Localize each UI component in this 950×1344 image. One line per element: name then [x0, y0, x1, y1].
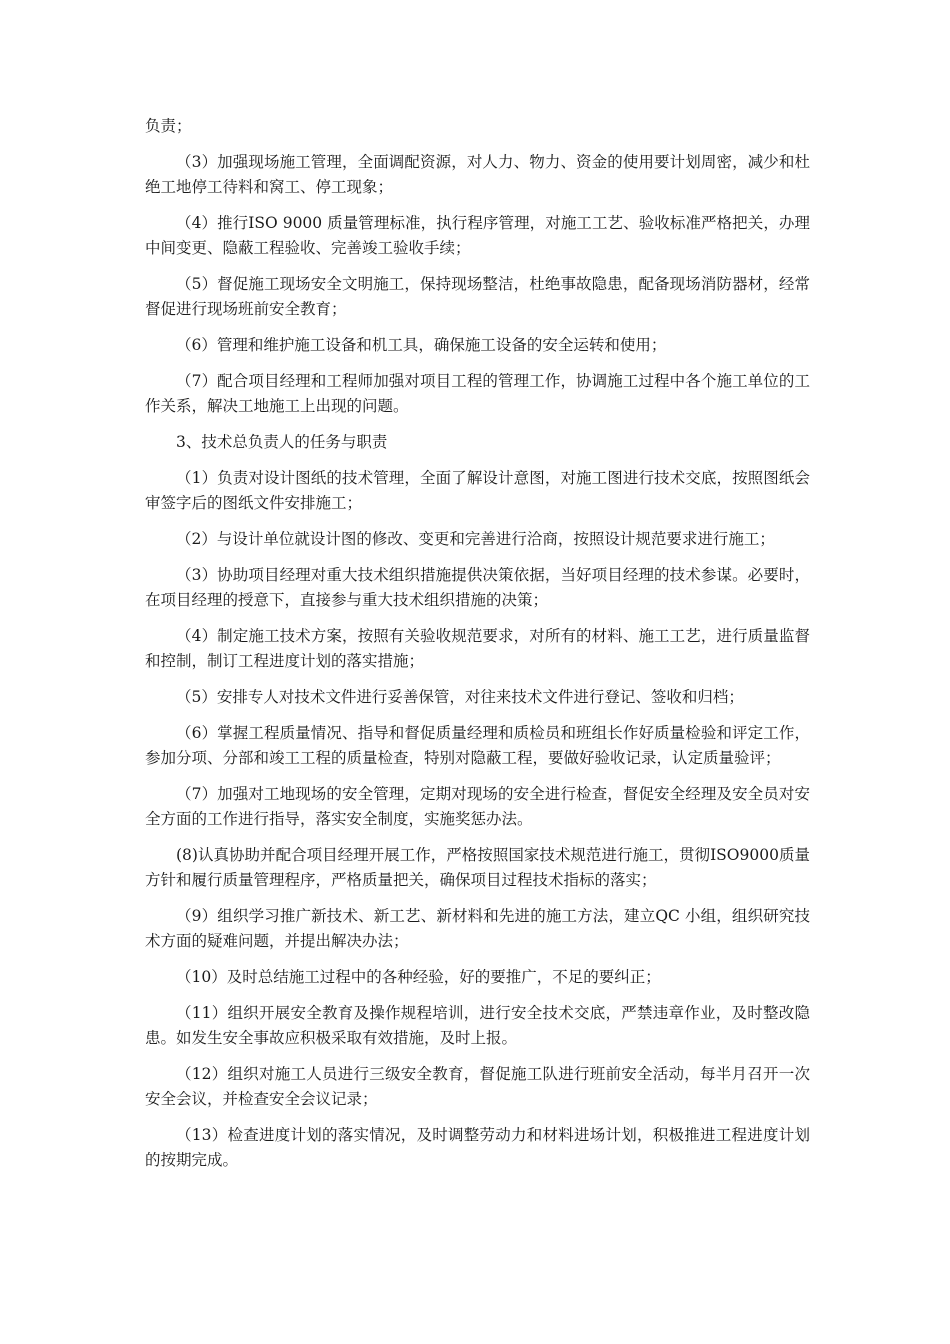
paragraph-b-3: （3）协助项目经理对重大技术组织措施提供决策依据，当好项目经理的技术参谋。必要时，在项目经理的授意下，直接参与重大技术组织措施的决策； — [145, 566, 810, 609]
paragraph-b-12: （12）组织对施工人员进行三级安全教育，督促施工队进行班前安全活动，每半月召开一次安全会议，并检查安全会议记录； — [145, 1065, 810, 1108]
paragraph-b-10: （10）及时总结施工过程中的各种经验，好的要推广，不足的要纠正； — [176, 968, 661, 986]
paragraph-b-4: （4）制定施工技术方案，按照有关验收规范要求，对所有的材料、施工工艺，进行质量监督和控制，制订工程进度计划的落实措施； — [145, 627, 810, 670]
lead-text: 负责； — [145, 117, 192, 135]
paragraph-b-9: （9）组织学习推广新技术、新工艺、新材料和先进的施工方法，建立QC 小组，组织研究技术方面的疑难问题，并提出解决办法； — [145, 907, 810, 950]
paragraph-b-7: （7）加强对工地现场的安全管理，定期对现场的安全进行检查，督促安全经理及安全员对安全方面的工作进行指导，落实安全制度，实施奖惩办法。 — [145, 785, 810, 828]
paragraph-a-4: （4）推行ISO 9000 质量管理标准，执行程序管理，对施工工艺、验收标准严格把关，办理中间变更、隐蔽工程验收、完善竣工验收手续； — [145, 214, 810, 257]
paragraph-a-6: （6）管理和维护施工设备和机工具，确保施工设备的安全运转和使用； — [176, 336, 667, 354]
paragraph-a-3: （3）加强现场施工管理，全面调配资源，对人力、物力、资金的使用要计划周密，减少和杜绝工地停工待料和窝工、停工现象； — [145, 153, 810, 196]
paragraph-b-1: （1）负责对设计图纸的技术管理，全面了解设计意图，对施工图进行技术交底，按照图纸会审签字后的图纸文件安排施工； — [145, 469, 810, 512]
paragraph-b-5: （5）安排专人对技术文件进行妥善保管，对往来技术文件进行登记、签收和归档； — [176, 688, 744, 706]
document-body — [145, 114, 810, 1184]
paragraph-b-6: （6）掌握工程质量情况、指导和督促质量经理和质检员和班组长作好质量检验和评定工作，参加分项、分部和竣工工程的质量检查，特别对隐蔽工程，要做好验收记录，认定质量验评； — [145, 724, 810, 767]
paragraph-b-2: （2）与设计单位就设计图的修改、变更和完善进行洽商，按照设计规范要求进行施工； — [176, 530, 775, 548]
paragraph-a-7: （7）配合项目经理和工程师加强对项目工程的管理工作，协调施工过程中各个施工单位的工作关系，解决工地施工上出现的问题。 — [145, 372, 810, 415]
paragraph-b-13: （13）检查进度计划的落实情况，及时调整劳动力和材料进场计划，积极推进工程进度计划的按期完成。 — [145, 1126, 810, 1169]
paragraph-a-5: （5）督促施工现场安全文明施工，保持现场整洁，杜绝事故隐患，配备现场消防器材，经常督促进行现场班前安全教育； — [145, 275, 810, 318]
paragraph-b-11: （11）组织开展安全教育及操作规程培训，进行安全技术交底，严禁违章作业，及时整改隐患。如发生安全事故应积极采取有效措施，及时上报。 — [145, 1004, 810, 1047]
paragraph-b-8: (8)认真协助并配合项目经理开展工作，严格按照国家技术规范进行施工，贯彻ISO9000质量方针和履行质量管理程序，严格质量把关，确保项目过程技术指标的落实； — [145, 846, 810, 889]
section-heading: 3、技术总负责人的任务与职责 — [176, 433, 388, 451]
